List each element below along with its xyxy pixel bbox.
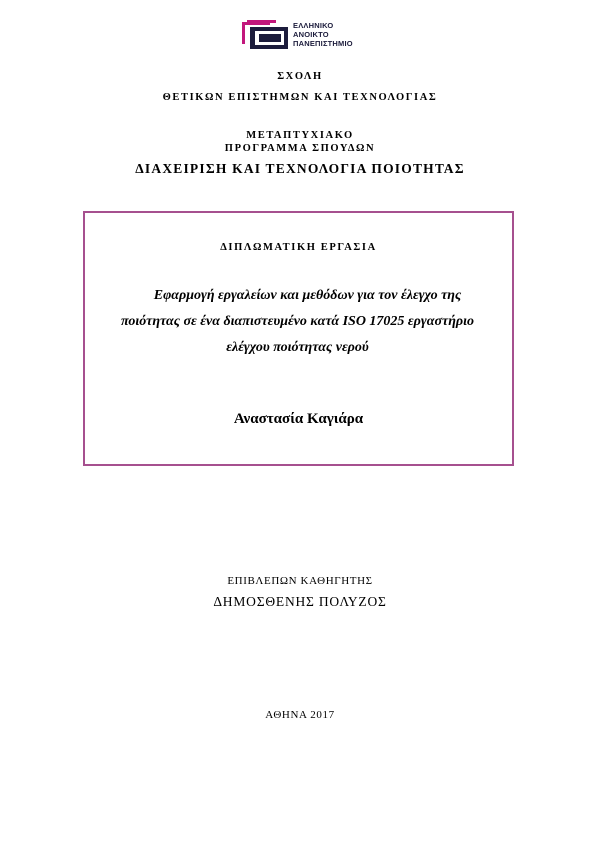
thesis-frame (83, 211, 514, 466)
program-name: ΔΙΑΧΕΙΡΙΣΗ ΚΑΙ ΤΕΧΝΟΛΟΓΙΑ ΠΟΙΟΤΗΤΑΣ (135, 161, 465, 176)
thesis-title-line-2: ποιότητας σε ένα διαπιστευμένο κατά ISO 17025 εργαστήριο (120, 314, 475, 329)
program-line-2: ΠΡΟΓΡΑΜΜΑ ΣΠΟΥΔΩΝ (224, 143, 376, 154)
logo-line-1: ΕΛΛΗΝΙΚΟ (293, 21, 334, 30)
supervisor-label: ΕΠΙΒΛΕΠΩΝ ΚΑΘΗΓΗΤΗΣ (227, 575, 373, 587)
thesis-title-line-3: ελέγχου ποιότητας νερού (226, 340, 369, 355)
university-logo (240, 18, 380, 52)
school-name: ΘΕΤΙΚΩΝ ΕΠΙΣΤΗΜΩΝ ΚΑΙ ΤΕΧΝΟΛΟΓΙΑΣ (162, 92, 438, 103)
logo-line-2: ΑΝΟΙΚΤΟ (293, 30, 329, 39)
supervisor-name: ΔΗΜΟΣΘΕΝΗΣ ΠΟΛΥΖΟΣ (213, 594, 387, 609)
university-logo-mark (240, 18, 292, 50)
place-date: ΑΘΗΝΑ 2017 (265, 709, 335, 721)
logo-line-3: ΠΑΝΕΠΙΣΤΗΜΙΟ (293, 39, 353, 48)
thesis-type: ΔΙΠΛΩΜΑΤΙΚΗ ΕΡΓΑΣΙΑ (220, 242, 377, 253)
university-logo-text (293, 21, 383, 48)
school-label: ΣΧΟΛΗ (277, 71, 323, 82)
thesis-author: Αναστασία Καγιάρα (233, 411, 364, 427)
thesis-title-line-1: Εφαρμογή εργαλείων και μεθόδων για τον έλεγχο της (153, 288, 462, 303)
program-line-1: ΜΕΤΑΠΤΥΧΙΑΚΟ (246, 130, 354, 141)
